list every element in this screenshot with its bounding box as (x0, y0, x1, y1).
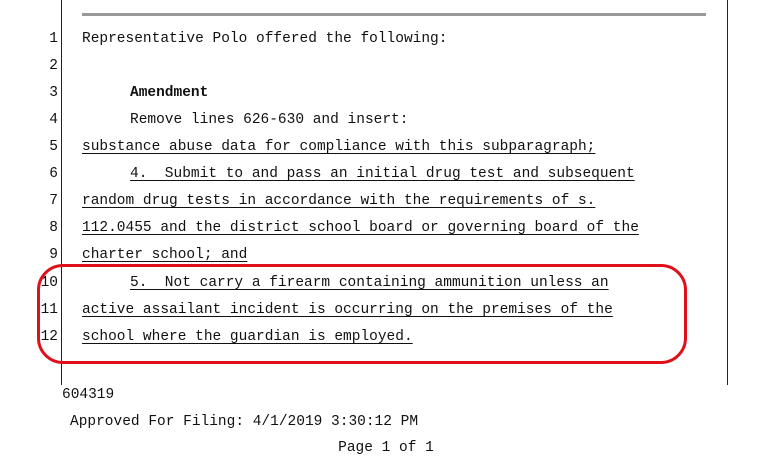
line-10-inserted: 5. Not carry a firearm containing ammunition unless an (130, 275, 609, 291)
line-number-3: 3 (49, 85, 58, 101)
approved-for-filing: Approved For Filing: 4/1/2019 3:30:12 PM (70, 414, 419, 430)
line-4-text: Remove lines 626-630 and insert: (130, 112, 409, 128)
line-number-4: 4 (49, 112, 58, 128)
line-6-inserted: 4. Submit to and pass an initial drug test and subsequent (130, 166, 635, 182)
page-count: Page 1 of 1 (338, 440, 434, 456)
line-number-10: 10 (40, 275, 58, 291)
line-9-text: charter school; and (82, 247, 248, 263)
line-7-text: random drug tests in accordance with the requirements of s. (82, 193, 596, 209)
line-5-text: substance abuse data for compliance with this subparagraph; (82, 139, 596, 155)
line-number-5: 5 (49, 139, 58, 155)
line-number-2: 2 (49, 58, 58, 74)
line-number-11: 11 (40, 302, 58, 318)
line-number-7: 7 (49, 193, 58, 209)
line-6-text (82, 166, 635, 182)
line-number-8: 8 (49, 220, 58, 236)
red-highlight-annotation (37, 264, 687, 364)
amendment-heading: Amendment (130, 85, 209, 101)
line-number-9: 9 (49, 247, 58, 263)
line-8-text: 112.0455 and the district school board or governing board of the (82, 220, 639, 236)
header-rule (82, 13, 706, 16)
document-id: 604319 (62, 387, 115, 403)
line-number-1: 1 (49, 31, 58, 47)
line-12-text: school where the guardian is employed. (82, 329, 413, 345)
line-number-12: 12 (40, 329, 58, 345)
line-1-text: Representative Polo offered the following: (82, 31, 448, 47)
line-number-6: 6 (49, 166, 58, 182)
line-11-text: active assailant incident is occurring on the premises of the (82, 302, 613, 318)
